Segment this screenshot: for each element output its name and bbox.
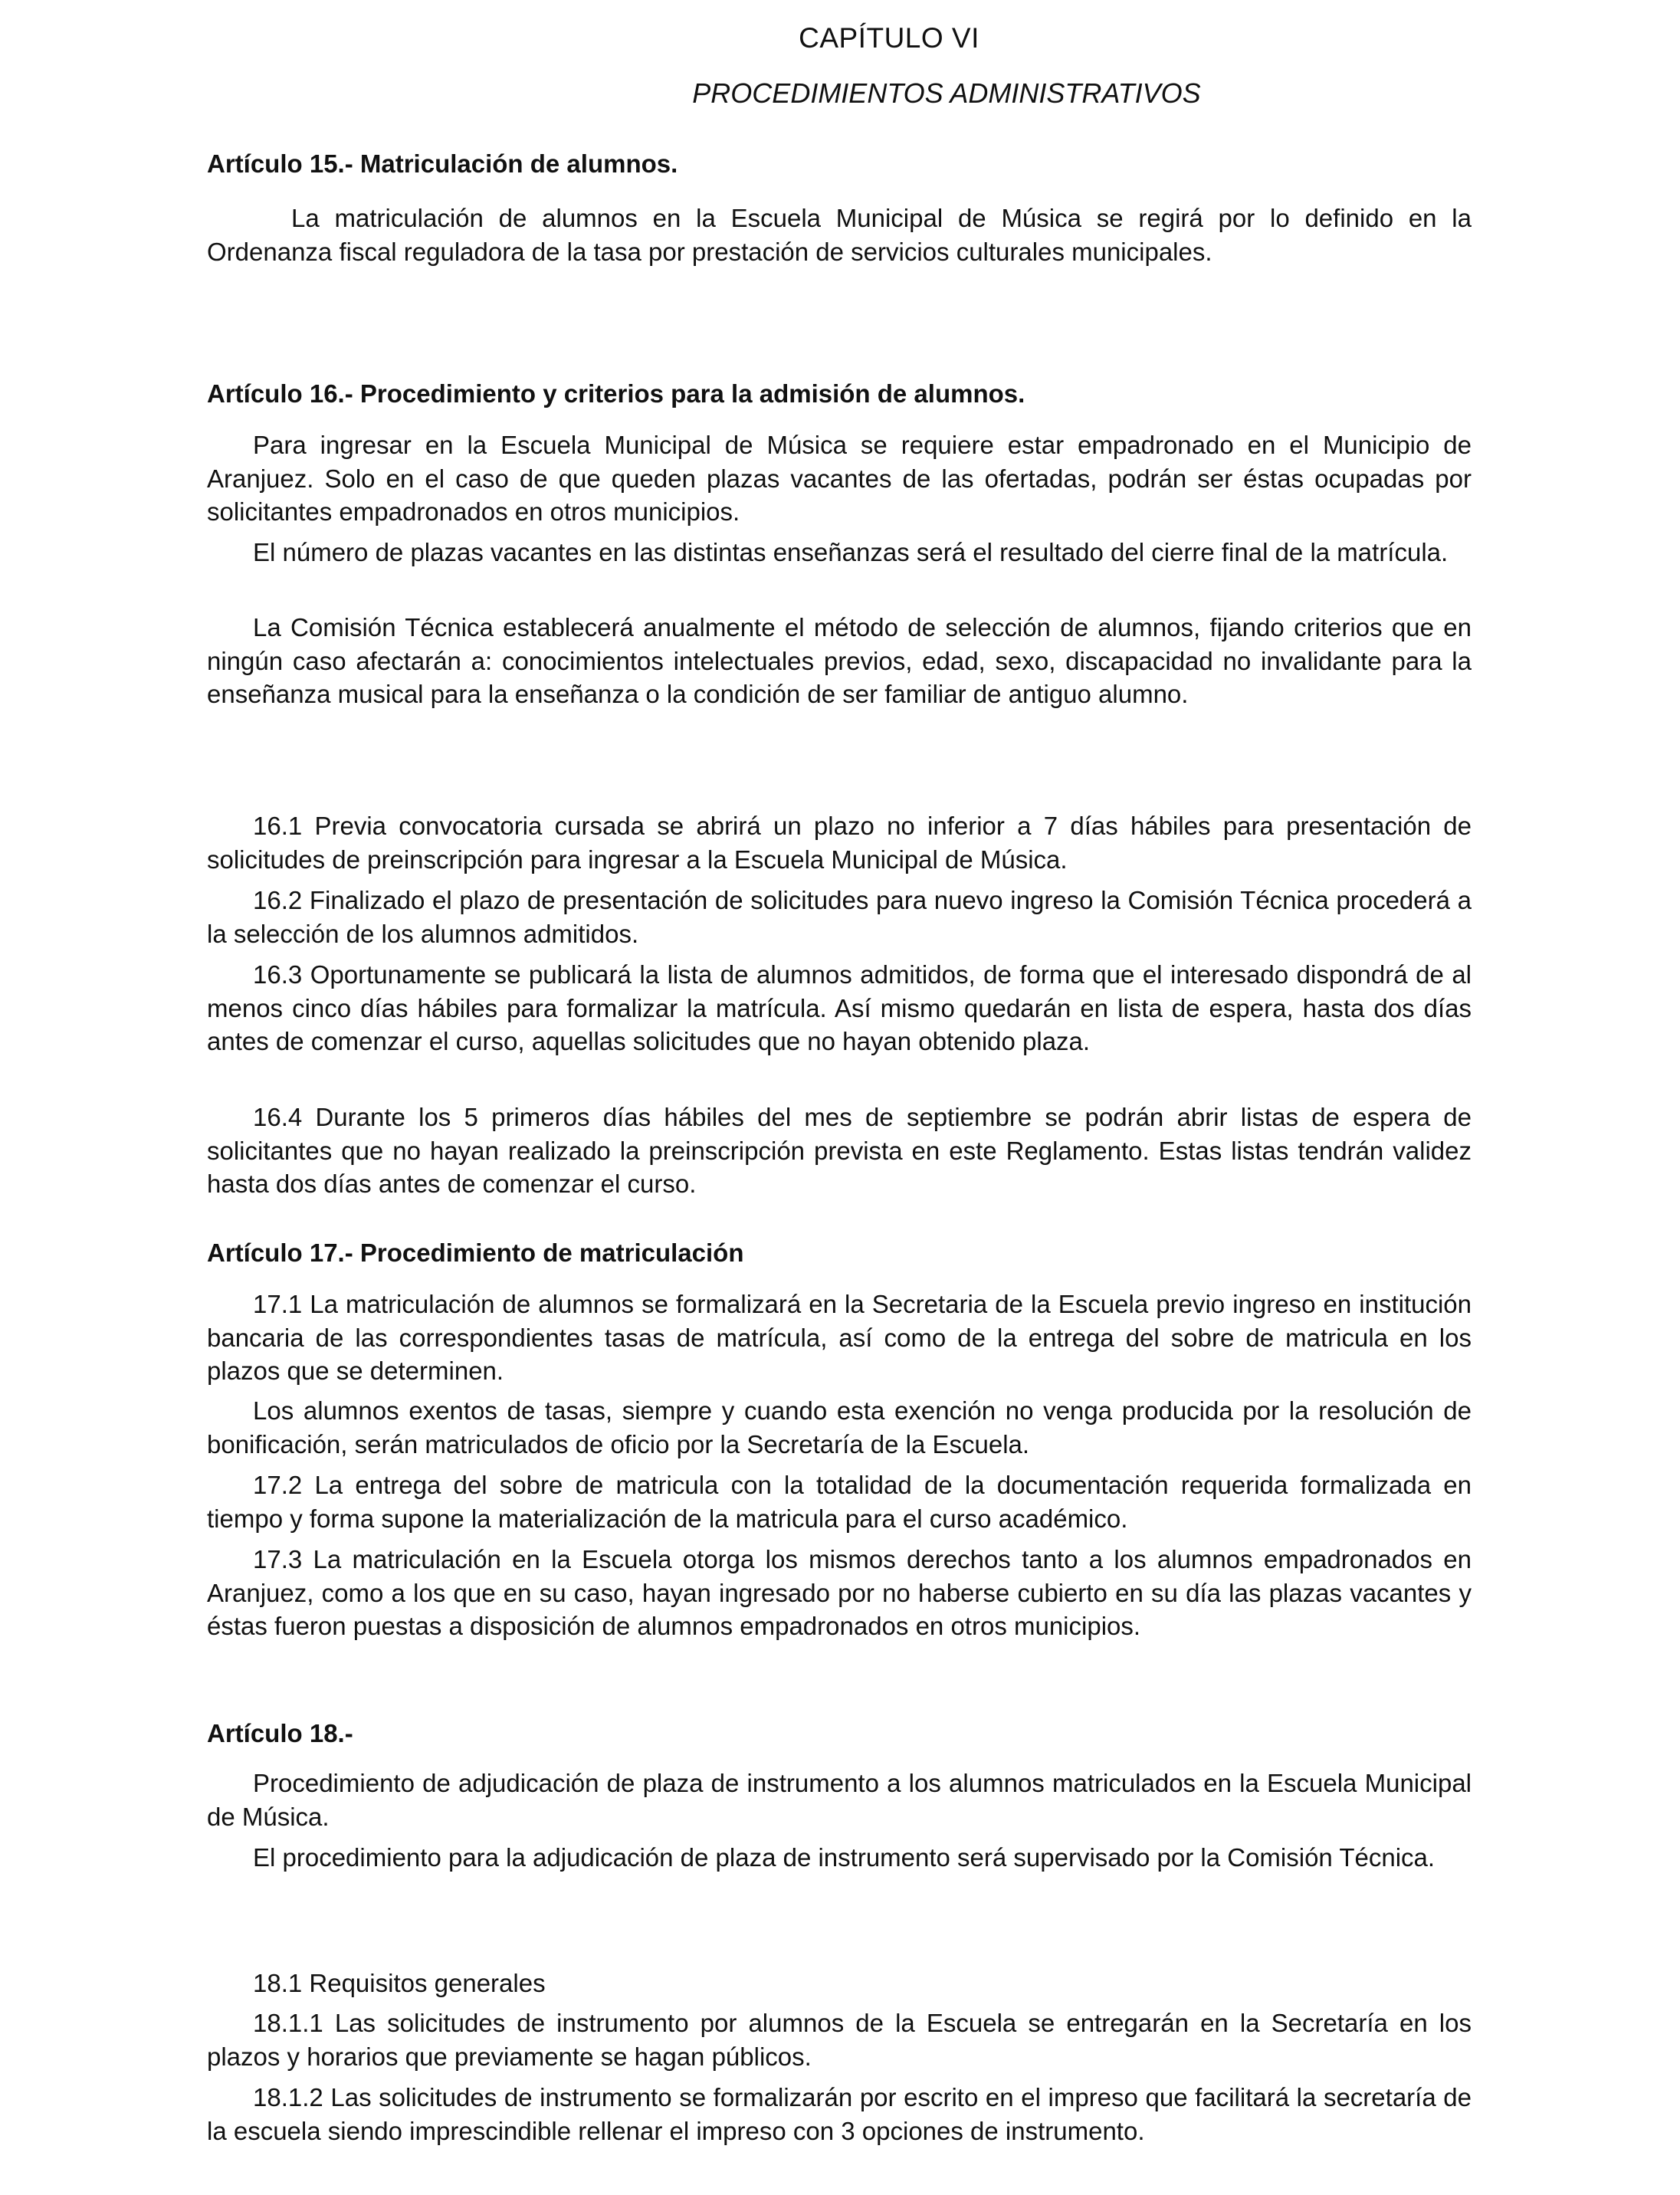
article-17-heading: Artículo 17.- Procedimiento de matriculación: [207, 1239, 744, 1267]
article-16-item-3: 16.3 Oportunamente se publicará la lista de alumnos admitidos, de forma que el interesado dispondrá de al menos cinco días hábiles para formalizar la matrícula. Así mismo quedarán en lista de espera, hasta dos días antes de comenzar el curso, aquellas solicitudes que no hayan obtenido plaza.: [207, 960, 1472, 1055]
article-17-item-1: 17.1 La matriculación de alumnos se formalizará en la Secretaria de la Escuela previo ingreso en institución bancaria de las correspondientes tasas de matrícula, así como de la entrega del sobre de matricula en los plazos que se determinen.: [207, 1290, 1472, 1385]
article-18-paragraph-2: El procedimiento para la adjudicación de plaza de instrumento será supervisado por la Comisión Técnica.: [253, 1843, 1436, 1872]
article-18-section-heading: 18.1 Requisitos generales: [253, 1969, 546, 1997]
article-18-item-1-1: 18.1.1 Las solicitudes de instrumento por alumnos de la Escuela se entregarán en la Secretaría en los plazos y horarios que previamente se hagan públicos.: [207, 2009, 1472, 2071]
article-18-paragraph-1: Procedimiento de adjudicación de plaza de instrumento a los alumnos matriculados en la Escuela Municipal de Música.: [207, 1769, 1472, 1831]
article-17-item-3: 17.3 La matriculación en la Escuela otorga los mismos derechos tanto a los alumnos empadronados en Aranjuez, como a los que en su caso, hayan ingresado por no haberse cubierto en su día las plazas vacantes y éstas fueron puestas a disposición de alumnos empadronados en otros municipios.: [207, 1545, 1472, 1640]
article-16-item-4: 16.4 Durante los 5 primeros días hábiles del mes de septiembre se podrán abrir listas de espera de solicitantes que no hayan realizado la preinscripción prevista en este Reglamento. Estas listas tendrán validez hasta dos días antes de comenzar el curso.: [207, 1103, 1472, 1198]
article-18-heading: Artículo 18.-: [207, 1719, 353, 1747]
article-18-item-1-2: 18.1.2 Las solicitudes de instrumento se formalizarán por escrito en el impreso que facilitará la secretaría de la escuela siendo imprescindible rellenar el impreso con 3 opciones de instrumento.: [207, 2083, 1472, 2145]
article-15-paragraph-1: La matriculación de alumnos en la Escuela Municipal de Música se regirá por lo definido en la Ordenanza fiscal reguladora de la tasa por prestación de servicios culturales municipales.: [207, 204, 1472, 266]
article-16-item-1: 16.1 Previa convocatoria cursada se abrirá un plazo no inferior a 7 días hábiles para presentación de solicitudes de preinscripción para ingresar a la Escuela Municipal de Música.: [207, 812, 1472, 874]
article-17-item-2: 17.2 La entrega del sobre de matricula con la totalidad de la documentación requerida formalizada en tiempo y forma supone la materialización de la matricula para el curso académico.: [207, 1471, 1472, 1533]
article-16-item-2: 16.2 Finalizado el plazo de presentación de solicitudes para nuevo ingreso la Comisión Técnica procederá a la selección de los alumnos admitidos.: [207, 886, 1472, 948]
article-16-paragraph-1: Para ingresar en la Escuela Municipal de Música se requiere estar empadronado en el Municipio de Aranjuez. Solo en el caso de que queden plazas vacantes de las ofertadas, podrán ser éstas ocupadas por solicitantes empadronados en otros municipios.: [207, 431, 1472, 526]
chapter-title: CAPÍTULO VI: [799, 22, 979, 54]
article-17-paragraph-exentos: Los alumnos exentos de tasas, siempre y cuando esta exención no venga producida por la resolución de bonificación, serán matriculados de oficio por la Secretaría de la Escuela.: [207, 1396, 1472, 1458]
article-15-heading: Artículo 15.- Matriculación de alumnos.: [207, 149, 678, 178]
article-16-paragraph-3: La Comisión Técnica establecerá anualmente el método de selección de alumnos, fijando criterios que en ningún caso afectarán a: conocimientos intelectuales previos, edad, sexo, discapacidad no invalidante para la enseñanza musical para la enseñanza o la condición de ser familiar de antiguo alumno.: [207, 613, 1472, 708]
article-16-paragraph-2: El número de plazas vacantes en las distintas enseñanzas será el resultado del cierre final de la matrícula.: [253, 538, 1449, 566]
article-16-heading: Artículo 16.- Procedimiento y criterios para la admisión de alumnos.: [207, 379, 1025, 408]
chapter-subtitle: PROCEDIMIENTOS ADMINISTRATIVOS: [692, 77, 1201, 109]
